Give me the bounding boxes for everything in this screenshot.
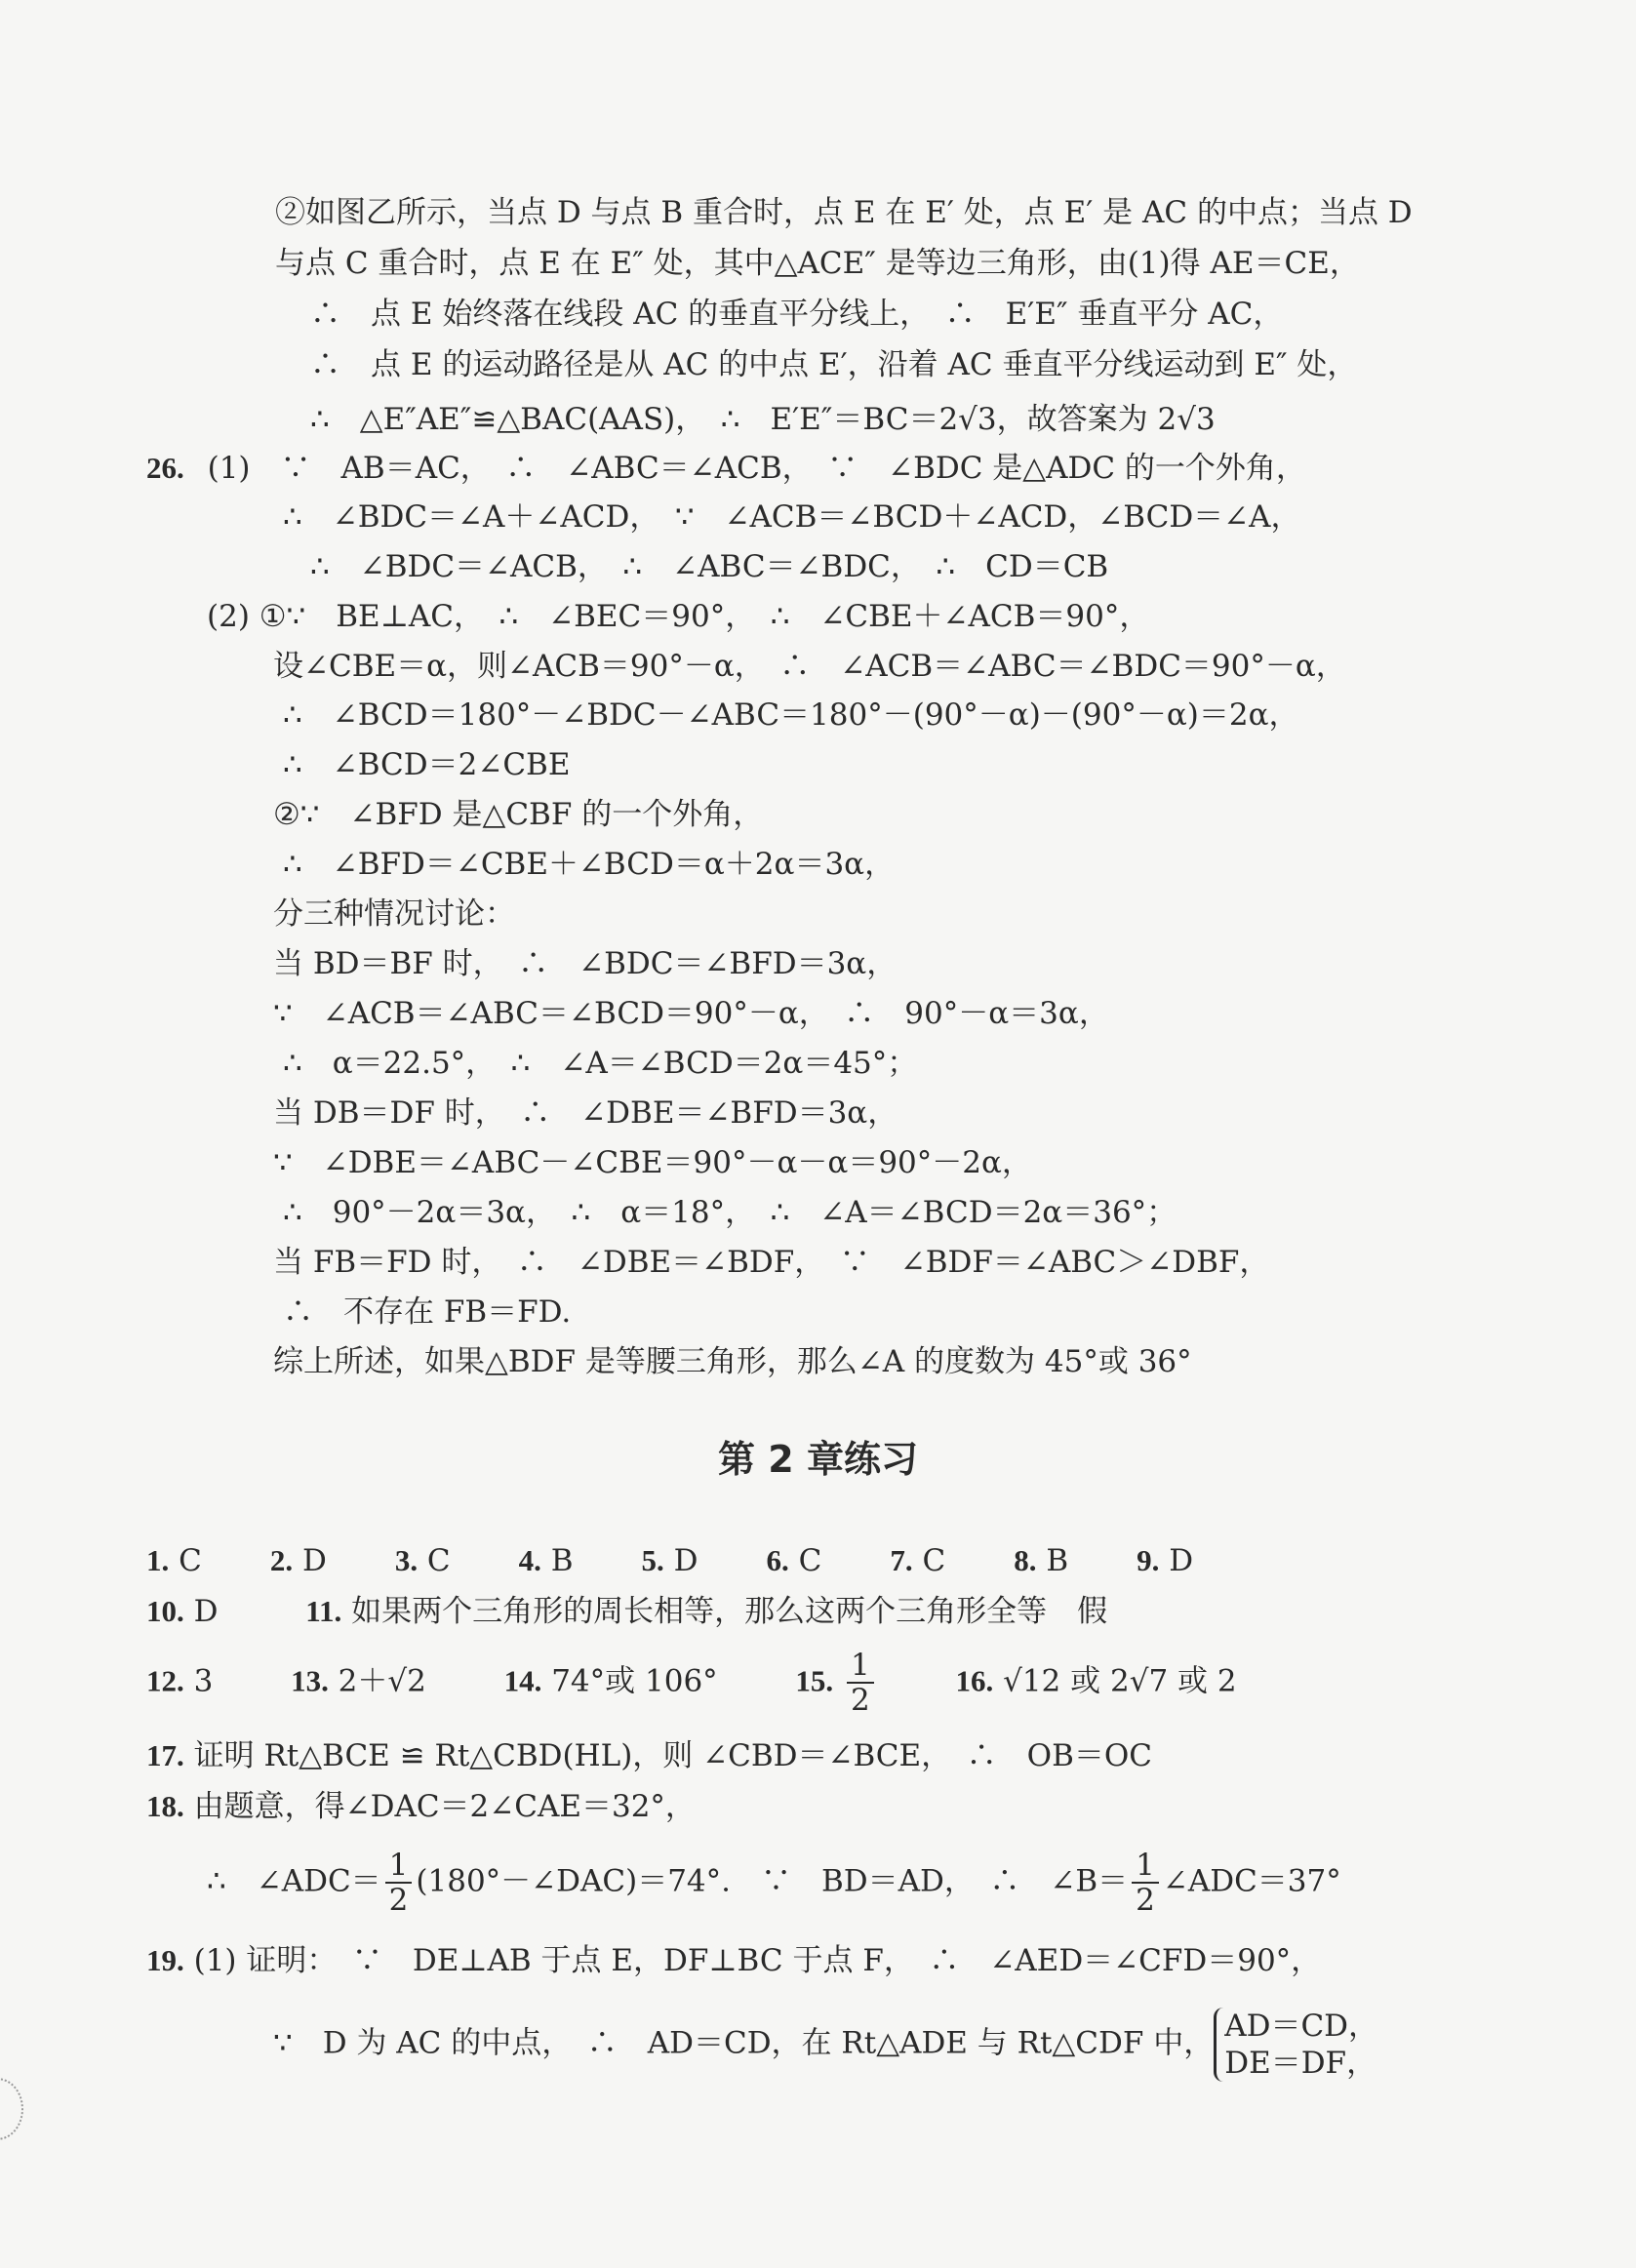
answer-row: 12. 3 13. 2＋√2 14. 74°或 106° 15. $\frac{1}{2}$ 16. √12 或 2√7 或 2 [146,1648,1237,1718]
answer-row [146,1541,1193,1580]
text-line: ∴ 90°－2α＝3α， ∴ α＝18°， ∴ ∠A＝∠BCD＝2α＝36°； [283,1195,1177,1230]
text-line: 设∠CBE＝α，则∠ACB＝90°－α， ∴ ∠ACB＝∠ABC＝∠BDC＝90°－α， [273,649,1346,684]
text-line: ∵ ∠ACB＝∠ABC＝∠BCD＝90°－α， ∴ 90°－α＝3α， [273,996,1109,1031]
text-line: 当 FB＝FD 时， ∴ ∠DBE＝∠BDF， ∵ ∠BDF＝∠ABC＞∠DBF， [273,1245,1270,1280]
text-line: ∴ 不存在 FB＝FD. [283,1294,572,1330]
fraction: $\frac{1}{2}$ [847,1649,874,1717]
answer-item: 6. C [766,1543,822,1578]
text-line: ∴ 点 E 始终落在线段 AC 的垂直平分线上， ∴ E′E″ 垂直平分 AC， [310,297,1284,332]
text-line: 与点 C 重合时，点 E 在 E″ 处，其中△ACE″ 是等边三角形，由(1)得 AE＝CE， [275,246,1360,281]
answer-item: 4. B [518,1543,574,1578]
chapter-title: 第 2 章练习 [718,1438,918,1481]
text-line: ∴ ∠BCD＝180°－∠BDC－∠ABC＝180°－(90°－α)－(90°－α)＝2α， [283,697,1299,733]
question-26 [146,449,1306,488]
answer-item: 5. D [641,1543,698,1578]
answer-item: 2. D [269,1543,327,1578]
fraction: $\frac{1}{2}$ [385,1849,413,1917]
text-line: ∴ △E″AE″≌△BAC(AAS)， ∴ E′E″＝BC＝2√3，故答案为 2√3 [310,402,1216,437]
answer-item: 3. C [394,1543,451,1578]
text-line: ∴ ∠BFD＝∠CBE＋∠BCD＝α＋2α＝3α， [283,847,896,882]
answer-row: 18. 由题意，得∠DAC＝2∠CAE＝32°， [146,1789,696,1824]
text-line: (2) ①∵ BE⊥AC， ∴ ∠BEC＝90°， ∴ ∠CBE＋∠ACB＝90°， [207,599,1150,634]
answer-row: 19. (1) 证明： ∵ DE⊥AB 于点 E，DF⊥BC 于点 F， ∴ ∠AED＝∠CFD＝90°， [146,1943,1322,1978]
text-line: 综上所述，如果△BDF 是等腰三角形，那么∠A 的度数为 45°或 36° [273,1344,1192,1379]
text-line: 分三种情况讨论： [273,896,515,932]
text-line: ∴ α＝22.5°， ∴ ∠A＝∠BCD＝2α＝45°； [283,1046,918,1081]
answer-row: ∵ D 为 AC 的中点， ∴ AD＝CD，在 Rt△ADE 与 Rt△CDF 中， AD＝CD， DE＝DF， [273,2009,1379,2081]
text-line: ②如图乙所示，当点 D 与点 B 重合时，点 E 在 E′ 处，点 E′ 是 AC 的中点；当点 D [275,195,1413,230]
binding-hole-decoration [0,2078,23,2140]
fraction: $\frac{1}{2}$ [1132,1849,1159,1917]
text-line: ∴ ∠BDC＝∠ACB， ∴ ∠ABC＝∠BDC， ∴ CD＝CB [310,549,1109,584]
answer-row: 17. 证明 Rt△BCE ≌ Rt△CBD(HL)，则 ∠CBD＝∠BCE， ∴ OB＝OC [146,1738,1152,1773]
question-number: 26. [146,451,184,485]
answer-item: 8. B [1014,1543,1069,1578]
text-line: 当 BD＝BF 时， ∴ ∠BDC＝∠BFD＝3α， [273,946,898,981]
text-line: ∴ ∠BDC＝∠A＋∠ACD， ∵ ∠ACB＝∠BCD＋∠ACD，∠BCD＝∠A， [283,499,1301,535]
answer-row: ∴ ∠ADC＝ $\frac{1}{2}$ (180°－∠DAC)＝74°. ∵ BD＝AD， ∴ ∠B＝ $\frac{1}{2}$ ∠ADC＝37° [207,1848,1341,1918]
system-brace: AD＝CD， DE＝DF， [1214,2008,1378,2082]
text-line: ②∵ ∠BFD 是△CBF 的一个外角， [273,797,764,832]
text-line: ∴ 点 E 的运动路径是从 AC 的中点 E′，沿着 AC 垂直平分线运动到 E″ 处， [310,347,1358,382]
answer-item: 9. D [1137,1543,1194,1578]
text-line: ∴ ∠BCD＝2∠CBE [283,747,571,782]
text-line: 当 DB＝DF 时， ∴ ∠DBE＝∠BFD＝3α， [273,1095,898,1131]
text-line: ∵ ∠DBE＝∠ABC－∠CBE＝90°－α－α＝90°－2α， [273,1145,1032,1180]
text-line: (1) ∵ AB＝AC， ∴ ∠ABC＝∠ACB， ∵ ∠BDC 是△ADC 的一个外角， [207,451,1306,486]
answer-item: 7. C [890,1543,946,1578]
answer-item: 1. C [146,1543,202,1578]
answer-row: 10. D 11. 如果两个三角形的周长相等，那么这两个三角形全等 假 [146,1594,1108,1629]
